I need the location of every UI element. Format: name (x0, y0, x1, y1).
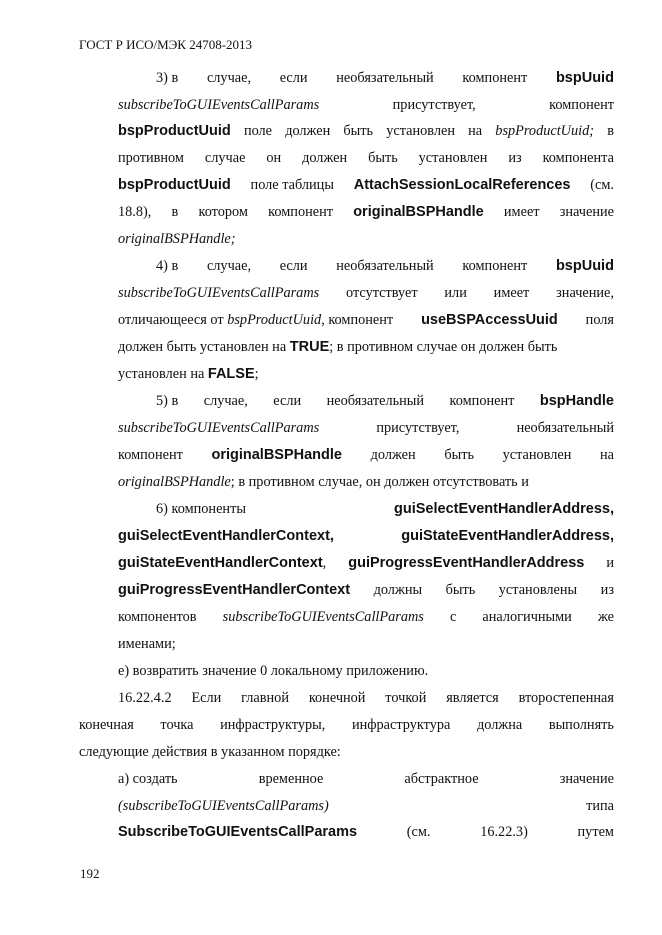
code-term: guiProgressEventHandlerContext (118, 582, 351, 598)
text-line (118, 283, 614, 303)
word: следующие действия в указанном порядке: (79, 744, 341, 760)
word: быть (444, 447, 474, 463)
code-term: guiProgressEventHandlerAddress (348, 555, 585, 571)
code-term: useBSPAccessUuid (421, 312, 558, 328)
word: имеет (503, 204, 540, 220)
text-line (156, 499, 614, 519)
word: должен быть установлен на (118, 339, 287, 355)
word: именами; (118, 636, 176, 652)
word: компонент (268, 204, 333, 220)
code-term: guiStateEventHandlerContext (118, 555, 323, 571)
text-line (118, 472, 614, 492)
word: случае, (206, 70, 252, 86)
word: установлены (498, 582, 578, 598)
word: компонента (542, 150, 614, 166)
word: случае (204, 150, 246, 166)
italic-term: originalBSPHandle (118, 474, 231, 490)
word: с (449, 609, 457, 625)
word: установлен (418, 150, 488, 166)
code-term: FALSE (207, 366, 255, 382)
word: быть (368, 150, 398, 166)
word: e) возвратить значение 0 локальному приложению. (118, 663, 429, 679)
text-line (118, 526, 614, 546)
section-number: 16.22.4.2 (118, 690, 172, 706)
word: быть (445, 582, 476, 598)
word: 18.8), (118, 204, 152, 220)
text-line (118, 580, 614, 600)
text-line (118, 688, 614, 708)
text-line (118, 796, 614, 816)
code-term: guiStateEventHandlerAddress, (401, 528, 614, 544)
word: второстепенная (518, 690, 614, 706)
text-line (118, 364, 614, 384)
italic-term: subscribeToGUIEventsCallParams (118, 285, 320, 301)
word: и (606, 555, 614, 571)
word: , компонент (321, 312, 394, 328)
text-line (79, 715, 614, 735)
italic-term: (subscribeToGUIEventsCallParams) (118, 798, 329, 814)
word: компонентов (118, 609, 197, 625)
text-line (156, 68, 614, 88)
text-line (118, 445, 614, 465)
word: должен (285, 123, 331, 139)
word: ; в противном случае он должен быть (329, 339, 558, 355)
word: присутствует, (392, 97, 476, 113)
word: ; (254, 366, 259, 382)
word: быть (343, 123, 374, 139)
word: конечной (308, 690, 366, 706)
text-line (118, 175, 614, 195)
word: поля (585, 312, 614, 328)
word: аналогичными (482, 609, 572, 625)
word: установлен на (118, 366, 205, 382)
word: компонент (462, 70, 528, 86)
word: поле таблицы (250, 177, 334, 193)
word: если (279, 258, 308, 274)
word: точкой (385, 690, 427, 706)
text-line (118, 553, 614, 573)
code-term: TRUE (289, 339, 330, 355)
code-term: guiSelectEventHandlerContext, (118, 528, 334, 544)
italic-term: bspProductUuid; (495, 123, 595, 139)
word: необязательный (516, 420, 614, 436)
word: должен (370, 447, 416, 463)
text-line (118, 634, 614, 654)
text-line (118, 121, 614, 141)
word: должна (476, 717, 523, 733)
text-line (118, 822, 614, 842)
italic-term: subscribeToGUIEventsCallParams (118, 420, 320, 436)
word: в (607, 123, 614, 139)
word: на (599, 447, 614, 463)
word: если (273, 393, 302, 409)
word: временное (258, 771, 324, 787)
word: путем (577, 824, 614, 840)
code-term: bspUuid (555, 258, 614, 274)
word: противном (118, 150, 184, 166)
code-term: SubscribeToGUIEventsCallParams (118, 824, 358, 840)
word: инфраструктуры, (220, 717, 326, 733)
text-line (118, 148, 614, 168)
code-term: guiSelectEventHandlerAddress, (394, 501, 614, 517)
text-line (118, 607, 614, 627)
text-line (118, 95, 614, 115)
word: абстрактное (404, 771, 479, 787)
word: необязательный (336, 258, 434, 274)
italic-term: subscribeToGUIEventsCallParams (222, 609, 424, 625)
word: компонент (549, 97, 614, 113)
word: выполнять (548, 717, 614, 733)
word: на (468, 123, 483, 139)
word: компонент (449, 393, 515, 409)
word: Если (191, 690, 222, 706)
code-term: bspProductUuid (118, 177, 231, 193)
word: главной (241, 690, 289, 706)
word: значение, (556, 285, 614, 301)
text-line (118, 202, 614, 222)
word: или (444, 285, 467, 301)
word: установлен (386, 123, 455, 139)
word: если (279, 70, 308, 86)
word: 4) в (156, 258, 179, 274)
code-term: AttachSessionLocalReferences (353, 177, 571, 193)
word: он (266, 150, 282, 166)
word: , (322, 555, 327, 571)
text-line (118, 418, 614, 438)
page-number: 192 (80, 866, 100, 881)
word: 16.22.3) (480, 824, 528, 840)
word: должен (302, 150, 348, 166)
word: компонент (118, 447, 183, 463)
code-term: bspHandle (539, 393, 614, 409)
word: необязательный (336, 70, 434, 86)
italic-term: originalBSPHandle; (118, 231, 236, 247)
word: является (446, 690, 499, 706)
word: 3) в (156, 70, 179, 86)
text-line (118, 661, 614, 681)
word: (см. (406, 824, 431, 840)
word: 6) компоненты (156, 501, 246, 517)
text-line (118, 229, 614, 249)
text-line (79, 742, 614, 762)
code-term: originalBSPHandle (211, 447, 342, 463)
word: из (600, 582, 614, 598)
code-term: bspProductUuid (118, 123, 231, 139)
word: установлен (502, 447, 572, 463)
word: котором (198, 204, 248, 220)
word: необязательный (326, 393, 425, 409)
word: значение (559, 204, 614, 220)
word: 5) в (156, 393, 179, 409)
italic-term: subscribeToGUIEventsCallParams (118, 97, 320, 113)
word: поле (243, 123, 273, 139)
text-line (156, 256, 614, 276)
text-line (156, 391, 614, 411)
word: имеет (493, 285, 530, 301)
word: инфраструктура (351, 717, 451, 733)
word: компонент (462, 258, 528, 274)
word: отсутствует (346, 285, 418, 301)
text-line (118, 337, 614, 357)
word: случае, (206, 258, 252, 274)
code-term: bspUuid (555, 70, 614, 86)
word: (см. (590, 177, 614, 193)
word: ; в противном случае, он должен отсутствовать и (230, 474, 529, 490)
code-term: originalBSPHandle (353, 204, 484, 220)
text-line (118, 310, 614, 330)
word: а) создать (118, 771, 178, 787)
word: точка (160, 717, 194, 733)
word: же (597, 609, 614, 625)
word: случае, (203, 393, 248, 409)
running-header: ГОСТ Р ИСО/МЭК 24708-2013 (79, 37, 253, 52)
word: типа (586, 798, 614, 814)
word: отличающееся от (118, 312, 224, 328)
word: присутствует, (376, 420, 460, 436)
word: должны (373, 582, 423, 598)
italic-term: bspProductUuid (227, 312, 322, 328)
word: значение (559, 771, 614, 787)
word: из (508, 150, 522, 166)
word: в (171, 204, 179, 220)
text-line (118, 769, 614, 789)
word: конечная (79, 717, 134, 733)
